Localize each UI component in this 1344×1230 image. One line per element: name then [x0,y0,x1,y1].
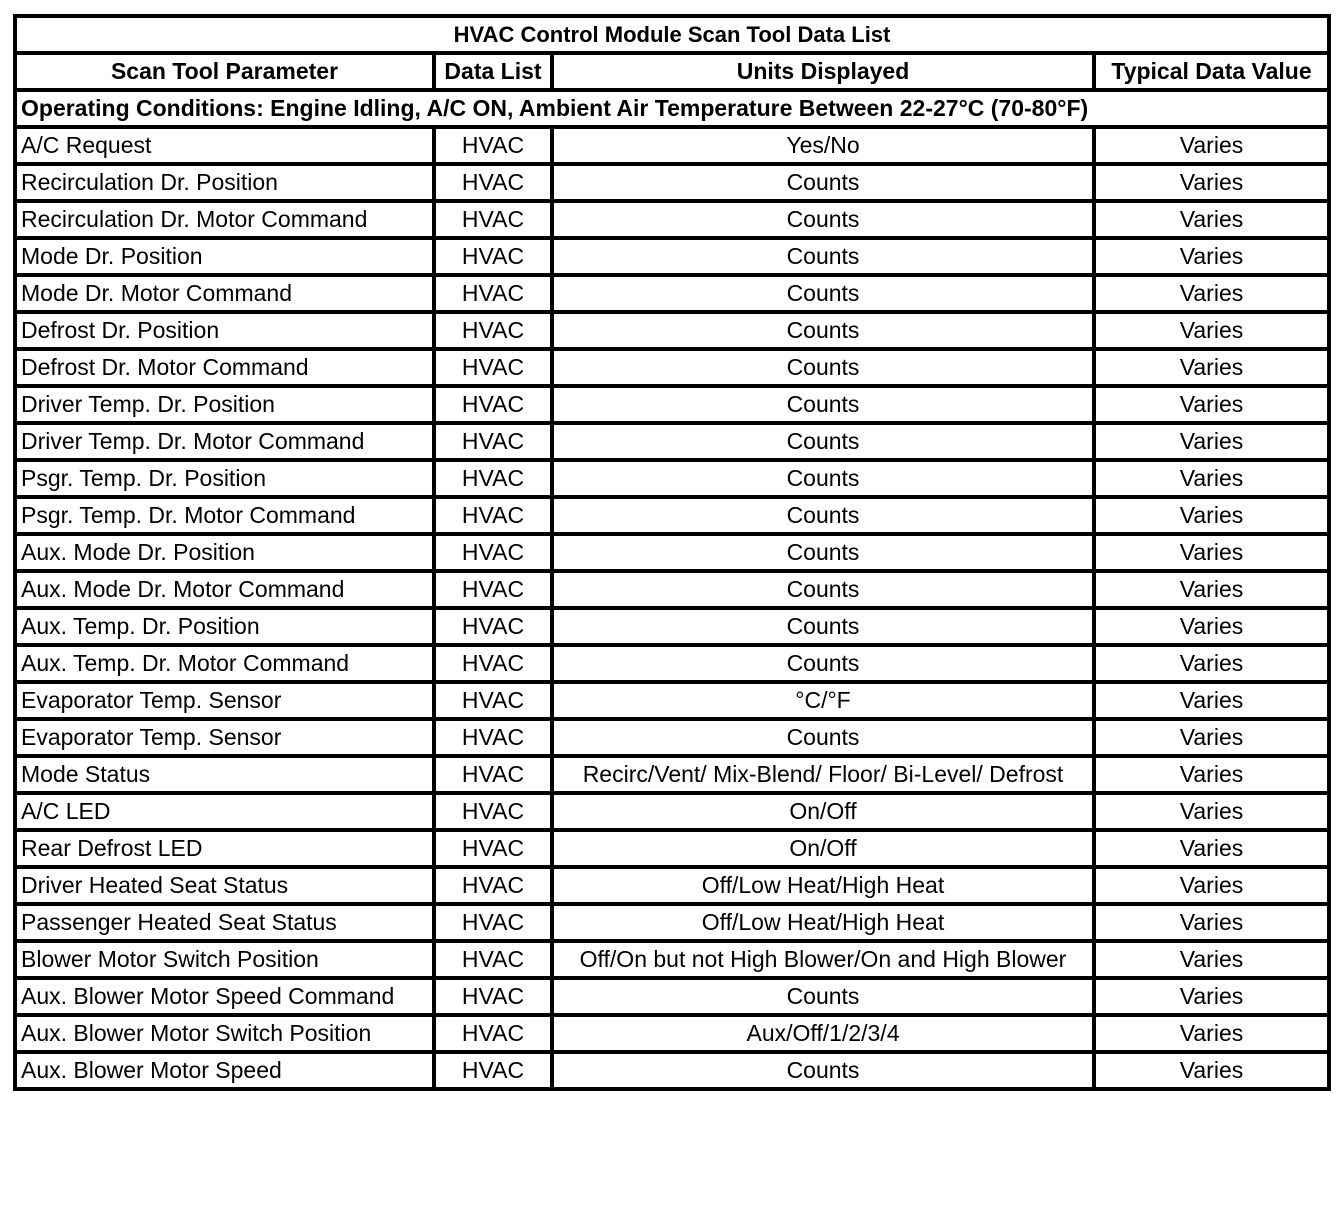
parameter-cell: Aux. Temp. Dr. Motor Command [15,645,434,682]
typical-value-cell: Varies [1094,867,1329,904]
parameter-cell: Psgr. Temp. Dr. Position [15,460,434,497]
units-cell: Counts [552,386,1094,423]
data-list-cell: HVAC [434,978,552,1015]
units-cell: Counts [552,238,1094,275]
parameter-cell: Aux. Mode Dr. Motor Command [15,571,434,608]
parameter-cell: Driver Heated Seat Status [15,867,434,904]
typical-value-cell: Varies [1094,719,1329,756]
parameter-cell: Driver Temp. Dr. Position [15,386,434,423]
data-list-cell: HVAC [434,645,552,682]
data-list-cell: HVAC [434,386,552,423]
data-list-cell: HVAC [434,608,552,645]
parameter-cell: Evaporator Temp. Sensor [15,719,434,756]
parameter-cell: Evaporator Temp. Sensor [15,682,434,719]
data-list-cell: HVAC [434,1052,552,1089]
table-row [15,904,1329,941]
parameter-cell: Mode Dr. Motor Command [15,275,434,312]
table-row [15,127,1329,164]
units-cell: Off/On but not High Blower/On and High Blower [552,941,1094,978]
parameter-cell: Aux. Blower Motor Speed Command [15,978,434,1015]
parameter-cell: Passenger Heated Seat Status [15,904,434,941]
units-cell: Counts [552,349,1094,386]
typical-value-cell: Varies [1094,1015,1329,1052]
parameter-cell: Aux. Temp. Dr. Position [15,608,434,645]
typical-value-cell: Varies [1094,238,1329,275]
typical-value-cell: Varies [1094,682,1329,719]
data-list-cell: HVAC [434,349,552,386]
typical-value-cell: Varies [1094,793,1329,830]
title-row [15,16,1329,53]
data-list-cell: HVAC [434,164,552,201]
table-row [15,1052,1329,1089]
data-list-cell: HVAC [434,719,552,756]
typical-value-cell: Varies [1094,941,1329,978]
units-cell: On/Off [552,830,1094,867]
typical-value-cell: Varies [1094,460,1329,497]
units-cell: Counts [552,571,1094,608]
table-row [15,719,1329,756]
typical-value-cell: Varies [1094,201,1329,238]
units-cell: Counts [552,645,1094,682]
units-cell: Counts [552,460,1094,497]
data-list-cell: HVAC [434,756,552,793]
table-row [15,534,1329,571]
data-list-cell: HVAC [434,238,552,275]
data-list-cell: HVAC [434,201,552,238]
parameter-cell: Driver Temp. Dr. Motor Command [15,423,434,460]
table-row [15,756,1329,793]
header-units: Units Displayed [552,53,1094,90]
units-cell: Counts [552,164,1094,201]
scan-tool-data-table [13,14,1331,1091]
typical-value-cell: Varies [1094,275,1329,312]
data-list-cell: HVAC [434,1015,552,1052]
table-row [15,941,1329,978]
data-list-cell: HVAC [434,312,552,349]
parameter-cell: Recirculation Dr. Position [15,164,434,201]
parameter-cell: A/C LED [15,793,434,830]
units-cell: Counts [552,201,1094,238]
units-cell: °C/°F [552,682,1094,719]
table-row [15,349,1329,386]
parameter-cell: Rear Defrost LED [15,830,434,867]
units-cell: Counts [552,608,1094,645]
table-row [15,867,1329,904]
typical-value-cell: Varies [1094,534,1329,571]
conditions-row [15,90,1329,127]
data-list-cell: HVAC [434,571,552,608]
operating-conditions: Operating Conditions: Engine Idling, A/C ON, Ambient Air Temperature Between 22-27°C (70-80°F) [15,90,1329,127]
data-list-cell: HVAC [434,423,552,460]
units-cell: Counts [552,312,1094,349]
units-cell: Counts [552,534,1094,571]
parameter-cell: A/C Request [15,127,434,164]
units-cell: Recirc/Vent/ Mix-Blend/ Floor/ Bi-Level/ Defrost [552,756,1094,793]
parameter-cell: Defrost Dr. Motor Command [15,349,434,386]
table-row [15,312,1329,349]
data-list-cell: HVAC [434,127,552,164]
table-row [15,978,1329,1015]
table-row [15,238,1329,275]
data-list-cell: HVAC [434,904,552,941]
units-cell: Counts [552,423,1094,460]
typical-value-cell: Varies [1094,904,1329,941]
table-row [15,682,1329,719]
table-title: HVAC Control Module Scan Tool Data List [15,16,1329,53]
data-list-cell: HVAC [434,497,552,534]
typical-value-cell: Varies [1094,349,1329,386]
typical-value-cell: Varies [1094,1052,1329,1089]
parameter-cell: Mode Dr. Position [15,238,434,275]
header-data-list: Data List [434,53,552,90]
table-row [15,571,1329,608]
typical-value-cell: Varies [1094,571,1329,608]
table-row [15,386,1329,423]
units-cell: Off/Low Heat/High Heat [552,904,1094,941]
units-cell: Counts [552,719,1094,756]
table-row [15,830,1329,867]
typical-value-cell: Varies [1094,423,1329,460]
header-typical-value: Typical Data Value [1094,53,1329,90]
header-row [15,53,1329,90]
data-list-cell: HVAC [434,460,552,497]
data-list-cell: HVAC [434,682,552,719]
typical-value-cell: Varies [1094,164,1329,201]
data-list-cell: HVAC [434,830,552,867]
table-row [15,201,1329,238]
typical-value-cell: Varies [1094,645,1329,682]
units-cell: Off/Low Heat/High Heat [552,867,1094,904]
units-cell: Aux/Off/1/2/3/4 [552,1015,1094,1052]
table-row [15,497,1329,534]
table-row [15,164,1329,201]
table-row [15,460,1329,497]
header-parameter: Scan Tool Parameter [15,53,434,90]
data-list-cell: HVAC [434,534,552,571]
units-cell: Counts [552,275,1094,312]
parameter-cell: Aux. Blower Motor Speed [15,1052,434,1089]
typical-value-cell: Varies [1094,608,1329,645]
data-list-cell: HVAC [434,941,552,978]
parameter-cell: Psgr. Temp. Dr. Motor Command [15,497,434,534]
table-row [15,608,1329,645]
parameter-cell: Aux. Mode Dr. Position [15,534,434,571]
units-cell: On/Off [552,793,1094,830]
data-list-cell: HVAC [434,275,552,312]
parameter-cell: Aux. Blower Motor Switch Position [15,1015,434,1052]
units-cell: Counts [552,978,1094,1015]
table-row [15,275,1329,312]
typical-value-cell: Varies [1094,312,1329,349]
data-list-cell: HVAC [434,793,552,830]
table-row [15,793,1329,830]
units-cell: Counts [552,497,1094,534]
units-cell: Counts [552,1052,1094,1089]
table-row [15,645,1329,682]
units-cell: Yes/No [552,127,1094,164]
table-body [15,127,1329,1089]
typical-value-cell: Varies [1094,756,1329,793]
parameter-cell: Defrost Dr. Position [15,312,434,349]
table-row [15,1015,1329,1052]
parameter-cell: Mode Status [15,756,434,793]
parameter-cell: Recirculation Dr. Motor Command [15,201,434,238]
typical-value-cell: Varies [1094,978,1329,1015]
typical-value-cell: Varies [1094,830,1329,867]
typical-value-cell: Varies [1094,127,1329,164]
table-row [15,423,1329,460]
data-list-cell: HVAC [434,867,552,904]
typical-value-cell: Varies [1094,497,1329,534]
typical-value-cell: Varies [1094,386,1329,423]
parameter-cell: Blower Motor Switch Position [15,941,434,978]
